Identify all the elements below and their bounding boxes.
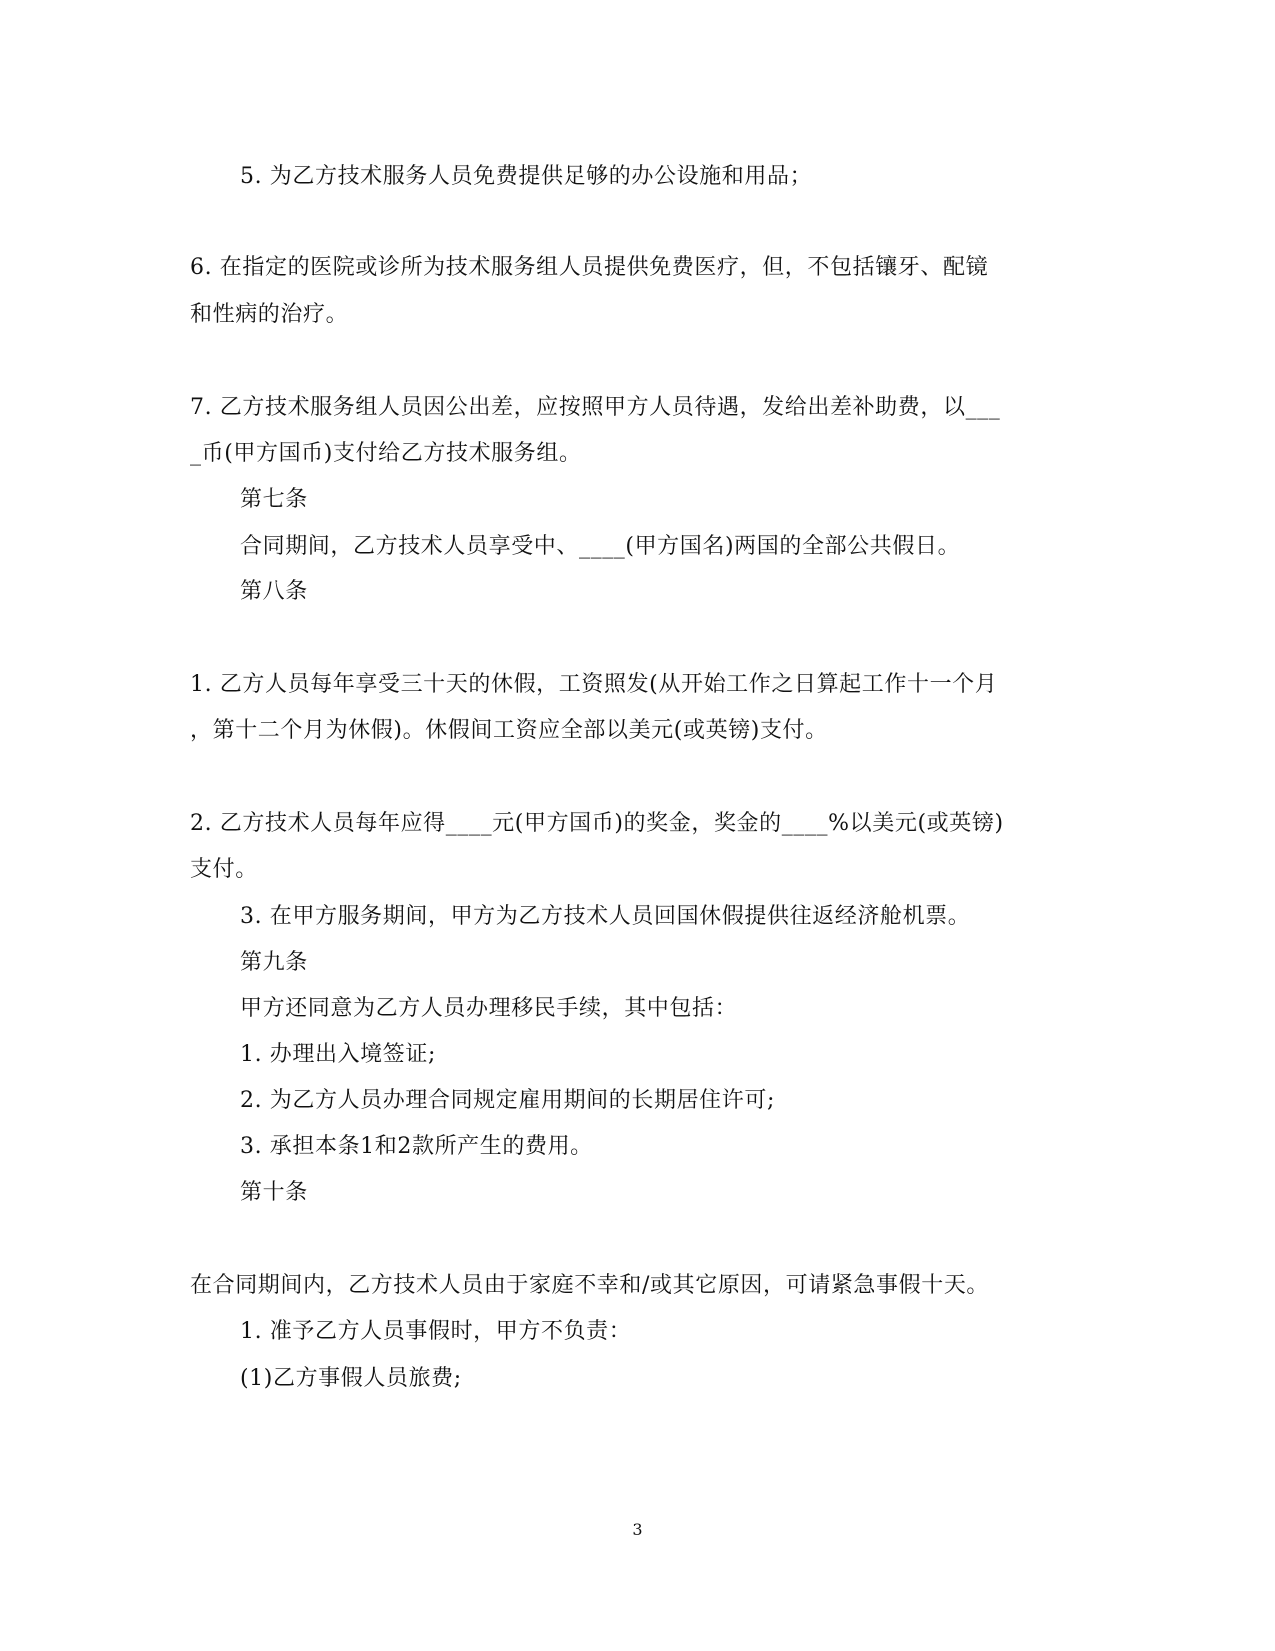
article-9-item-1: 1. 办理出入境签证; xyxy=(240,1042,436,1067)
clause-item-6-line-1: 6. 在指定的医院或诊所为技术服务组人员提供免费医疗，但，不包括镶牙、配镜 xyxy=(190,255,989,280)
article-10-intro: 在合同期间内，乙方技术人员由于家庭不幸和/或其它原因，可请紧急事假十天。 xyxy=(190,1273,990,1298)
article-8-item-2-line-1: 2. 乙方技术人员每年应得____元(甲方国币)的奖金，奖金的____%以美元(或英镑) xyxy=(190,811,1004,836)
article-9-heading: 第九条 xyxy=(240,950,308,975)
article-10-subitem-1: (1)乙方事假人员旅费; xyxy=(240,1366,462,1391)
article-8-item-2-line-2: 支付。 xyxy=(190,857,258,882)
article-8-item-1-line-1: 1. 乙方人员每年享受三十天的休假，工资照发(从开始工作之日算起工作十一个月 xyxy=(190,672,998,697)
page-number: 3 xyxy=(632,1520,643,1539)
clause-item-7-line-2: _币(甲方国币)支付给乙方技术服务组。 xyxy=(190,441,582,466)
article-7-text: 合同期间，乙方技术人员享受中、____(甲方国名)两国的全部公共假日。 xyxy=(240,534,961,559)
article-8-heading: 第八条 xyxy=(240,579,308,604)
clause-item-5: 5. 为乙方技术服务人员免费提供足够的办公设施和用品； xyxy=(240,164,813,189)
article-8-item-1-line-2: ，第十二个月为休假)。休假间工资应全部以美元(或英镑)支付。 xyxy=(190,718,828,743)
article-9-intro: 甲方还同意为乙方人员办理移民手续，其中包括： xyxy=(240,996,738,1021)
article-8-item-3: 3. 在甲方服务期间，甲方为乙方技术人员回国休假提供往返经济舱机票。 xyxy=(240,904,971,929)
article-10-heading: 第十条 xyxy=(240,1180,308,1205)
article-10-item-1: 1. 准予乙方人员事假时，甲方不负责： xyxy=(240,1319,632,1344)
article-7-heading: 第七条 xyxy=(240,487,308,512)
article-9-item-2: 2. 为乙方人员办理合同规定雇用期间的长期居住许可; xyxy=(240,1088,775,1113)
clause-item-6-line-2: 和性病的治疗。 xyxy=(190,302,349,327)
clause-item-7-line-1: 7. 乙方技术服务组人员因公出差，应按照甲方人员待遇，发给出差补助费，以___ xyxy=(190,395,1001,420)
article-9-item-3: 3. 承担本条1和2款所产生的费用。 xyxy=(240,1134,593,1159)
